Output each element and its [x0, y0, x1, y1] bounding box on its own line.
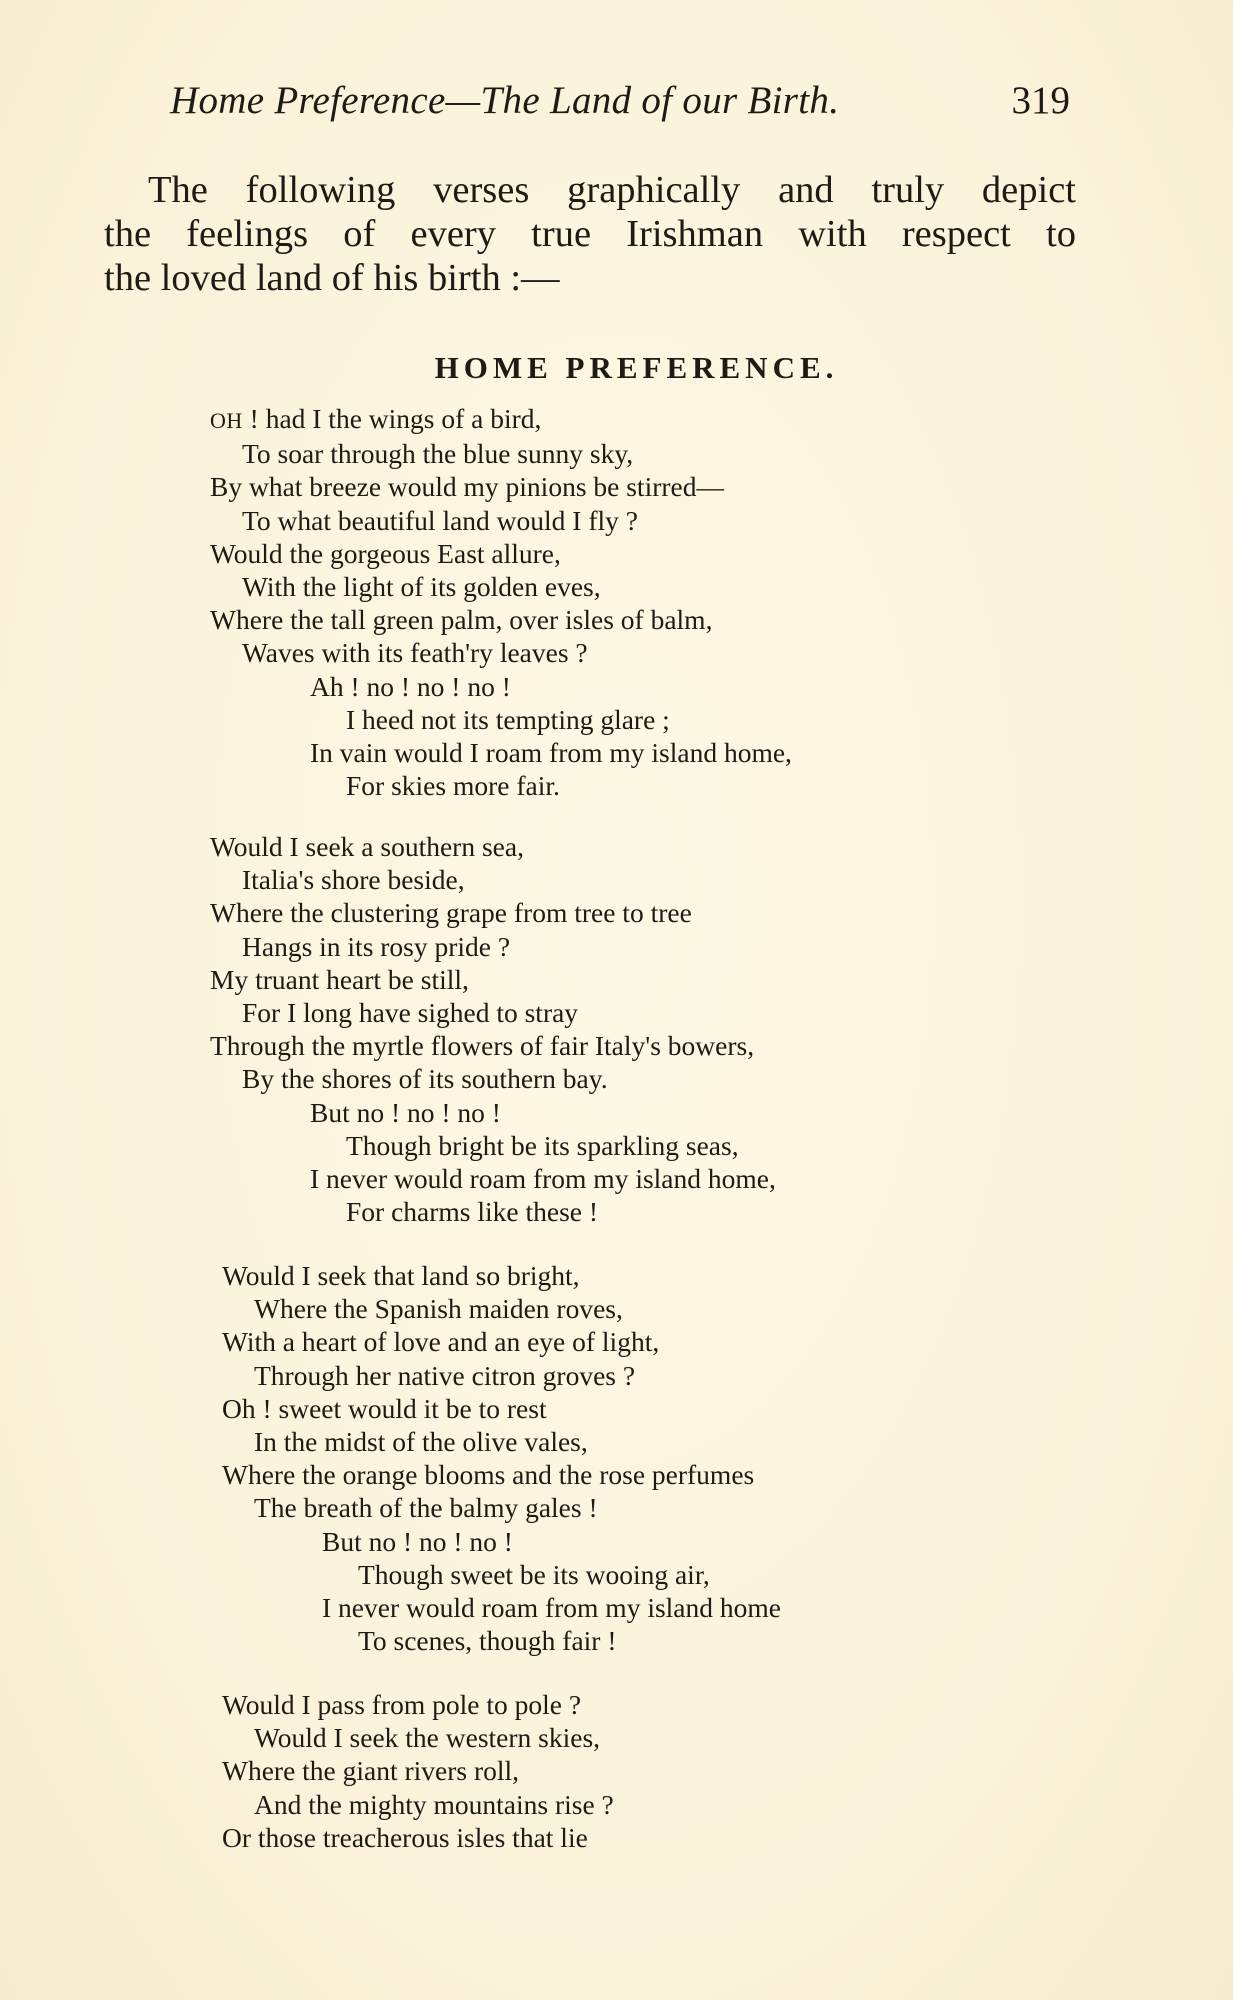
- poem-line: And the mighty mountains rise ?: [254, 1788, 614, 1820]
- poem-line: Would I pass from pole to pole ?: [222, 1689, 582, 1720]
- poem-line: Though sweet be its wooing air,: [358, 1558, 710, 1590]
- poem-line: Would I seek a southern sea,: [210, 831, 524, 862]
- poem-line: Though bright be its sparkling seas,: [346, 1129, 739, 1161]
- poem-line: In vain would I roam from my island home,: [310, 737, 792, 769]
- poem-line: But no ! no ! no !: [322, 1525, 513, 1557]
- poem-line: For charms like these !: [346, 1196, 599, 1228]
- poem-line-text: ! had I the wings of a bird,: [242, 403, 542, 434]
- poem-line: For skies more fair.: [346, 770, 560, 802]
- poem-line: Where the orange blooms and the rose perfumes: [222, 1459, 755, 1491]
- running-title: Home Preference—The Land of our Birth.: [170, 79, 840, 122]
- intro-paragraph: [104, 168, 1076, 300]
- poem-line: I heed not its tempting glare ;: [346, 703, 670, 735]
- poem-line: I never would roam from my island home: [322, 1592, 781, 1624]
- poem-line: My truant heart be still,: [210, 963, 469, 995]
- poem-line: Oh ! sweet would it be to rest: [222, 1392, 547, 1424]
- page-number: 319: [1011, 79, 1070, 122]
- poem-line: With the light of its golden eves,: [242, 571, 601, 603]
- poem-line: Through the myrtle flowers of fair Italy's bowers,: [210, 1030, 755, 1062]
- intro-line: The following verses graphically and truly depict: [148, 169, 1076, 211]
- poem-line: Where the Spanish maiden roves,: [254, 1293, 623, 1325]
- first-word-small-caps: OH: [210, 408, 243, 433]
- intro-line: the loved land of his birth :—: [104, 257, 560, 299]
- poem-line: With a heart of love and an eye of light,: [222, 1326, 660, 1358]
- poem-line: To scenes, though fair !: [358, 1625, 617, 1657]
- poem-line: Or those treacherous isles that lie: [222, 1821, 588, 1853]
- poem-line: By the shores of its southern bay.: [242, 1063, 608, 1095]
- stanza: [222, 1688, 1122, 1854]
- poem-line: Hangs in its rosy pride ?: [242, 930, 511, 962]
- poem-line: Where the giant rivers roll,: [222, 1755, 520, 1787]
- poem-line: But no ! no ! no !: [310, 1096, 501, 1128]
- poem-line: To soar through the blue sunny sky,: [242, 438, 634, 470]
- intro-line: the feelings of every true Irishman with respect to: [104, 213, 1076, 255]
- poem-line: Where the tall green palm, over isles of balm,: [210, 604, 713, 636]
- poem-line: I never would roam from my island home,: [310, 1163, 776, 1195]
- poem-line: Would I seek the western skies,: [254, 1722, 601, 1754]
- poem-line: By what breeze would my pinions be stirred—: [210, 471, 724, 503]
- poem-line: Italia's shore beside,: [242, 864, 465, 896]
- poem-line: To what beautiful land would I fly ?: [242, 504, 638, 536]
- running-head: [170, 78, 1070, 134]
- poem-line: Ah ! no ! no ! no !: [310, 670, 511, 702]
- stanza: [210, 402, 1110, 802]
- poem-line: Would I seek that land so bright,: [222, 1260, 580, 1291]
- poem-line: Through her native citron groves ?: [254, 1359, 636, 1391]
- poem-line: Where the clustering grape from tree to tree: [210, 897, 692, 929]
- poem-line: Would the gorgeous East allure,: [210, 537, 561, 569]
- stanza: [210, 830, 1110, 1228]
- poem-line: In the midst of the olive vales,: [254, 1426, 588, 1458]
- poem-line: For I long have sighed to stray: [242, 997, 579, 1029]
- stanza: [222, 1259, 1122, 1657]
- poem-line: Waves with its feath'ry leaves ?: [242, 637, 588, 669]
- poem-line: The breath of the balmy gales !: [254, 1492, 598, 1524]
- poem-title: HOME PREFERENCE.: [434, 350, 839, 385]
- poem-line: [210, 402, 1110, 437]
